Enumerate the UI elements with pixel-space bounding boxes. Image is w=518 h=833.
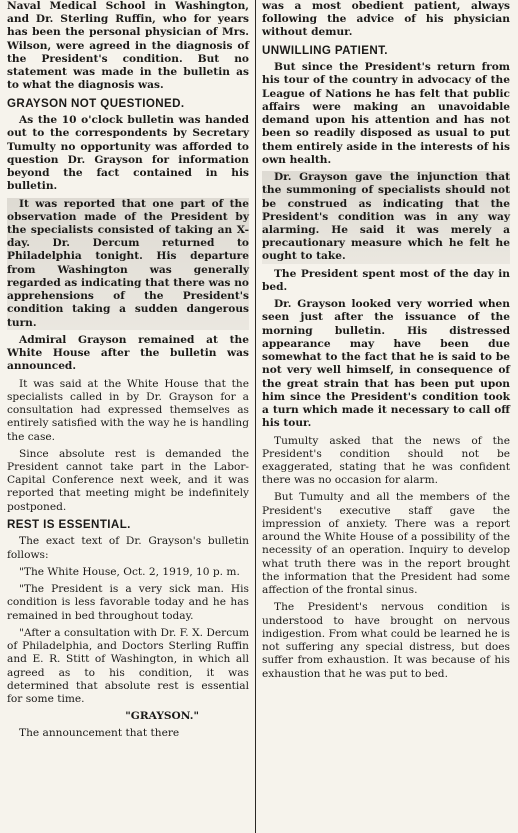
column-rule <box>255 0 256 833</box>
paragraph: It was said at the White House that the specialists called in by Dr. Grayson for a consultation had expressed themselves as entirely satisfied with the way he is handling the case. <box>7 377 249 443</box>
section-heading: GRAYSON NOT QUESTIONED. <box>7 96 185 110</box>
paragraph: Tumulty asked that the news of the President's condition should not be exaggerated, stating that he was confident there was no occasion for alarm. <box>262 434 510 487</box>
bulletin-signature: "GRAYSON." <box>125 710 199 723</box>
section-heading: UNWILLING PATIENT. <box>262 43 388 57</box>
paragraph: Admiral Grayson remained at the White House after the bulletin was announced. <box>7 333 249 373</box>
section-heading: REST IS ESSENTIAL. <box>7 517 131 531</box>
paragraph: The President spent most of the day in bed. <box>262 267 510 293</box>
paragraph: Since absolute rest is demanded the President cannot take part in the Labor-Capital Conference next week, and it was reported that meeting might be indefinitely postponed. <box>7 447 249 513</box>
paragraph: The announcement that there <box>19 727 180 740</box>
right-column <box>262 0 510 685</box>
bulletin-line: "The White House, Oct. 2, 1919, 10 p. m. <box>19 565 240 578</box>
bulletin-line: "The President is a very sick man. His condition is less favorable today and he has remained in bed throughout today. <box>7 583 249 622</box>
paragraph: But Tumulty and all the members of the President's executive staff gave the impression of anxiety. There was a report around the White House of a possibility of the necessity of an operation. Inquiry to develop what truth there was in the report brought the information that the President had some affection of the frontal sinus. <box>262 491 510 597</box>
paragraph: Dr. Grayson gave the injunction that the summoning of specialists should not be construed as indicating that the President's condition was in any way alarming. He said it was merely a precautionary measure which he felt he ought to take. <box>262 171 510 263</box>
paragraph: The exact text of Dr. Grayson's bulletin follows: <box>7 535 249 561</box>
bulletin-line: "After a consultation with Dr. F. X. Dercum of Philadelphia, and Doctors Sterling Ruffin and E. R. Stitt of Washington, in which all agreed as to his condition, it was determined that absolute rest is essential for some time. <box>7 626 249 705</box>
paragraph: But since the President's return from his tour of the country in advocacy of the League of Nations he has felt that public affairs were making an unavoidable demand upon his attention and has not been so readily disposed as usual to put them entirely aside in the interests of his own health. <box>262 61 510 166</box>
paragraph: The President's nervous condition is understood to have brought on nervous indigestion. From what could be learned he is not suffering any special distress, but does suffer from exhaustion. It was because of his exhaustion that he was put to bed. <box>262 601 510 680</box>
paragraph: Dr. Grayson looked very worried when seen just after the issuance of the morning bulletin. His distressed appearance may have been due somewhat to the fact that he is said to be not very well himself, in consequence of the great strain that has been put upon him since the President's condition took a turn which made it necessary to call off his tour. <box>262 298 510 430</box>
left-column <box>7 0 249 745</box>
paragraph: was a most obedient patient, always following the advice of his physician without demur. <box>262 0 510 39</box>
paragraph: It was reported that one part of the observation made of the President by the specialists consisted of taking an X-day. Dr. Dercum returned to Philadelphia tonight. His departure from Washington was generally regarded as indicating that there was no apprehensions of the President's condition taking a sudden dangerous turn. <box>7 197 249 329</box>
paragraph: As the 10 o'clock bulletin was handed out to the correspondents by Secretary Tumulty no opportunity was afforded to question Dr. Grayson for information beyond the fact contained in his bulletin. <box>7 114 249 193</box>
paragraph: Naval Medical School in Washington, and Dr. Sterling Ruffin, who for years has been the personal physician of Mrs. Wilson, were agreed in the diagnosis of the President's condition. But no statement was made in the bulletin as to what the diagnosis was. <box>7 0 249 92</box>
